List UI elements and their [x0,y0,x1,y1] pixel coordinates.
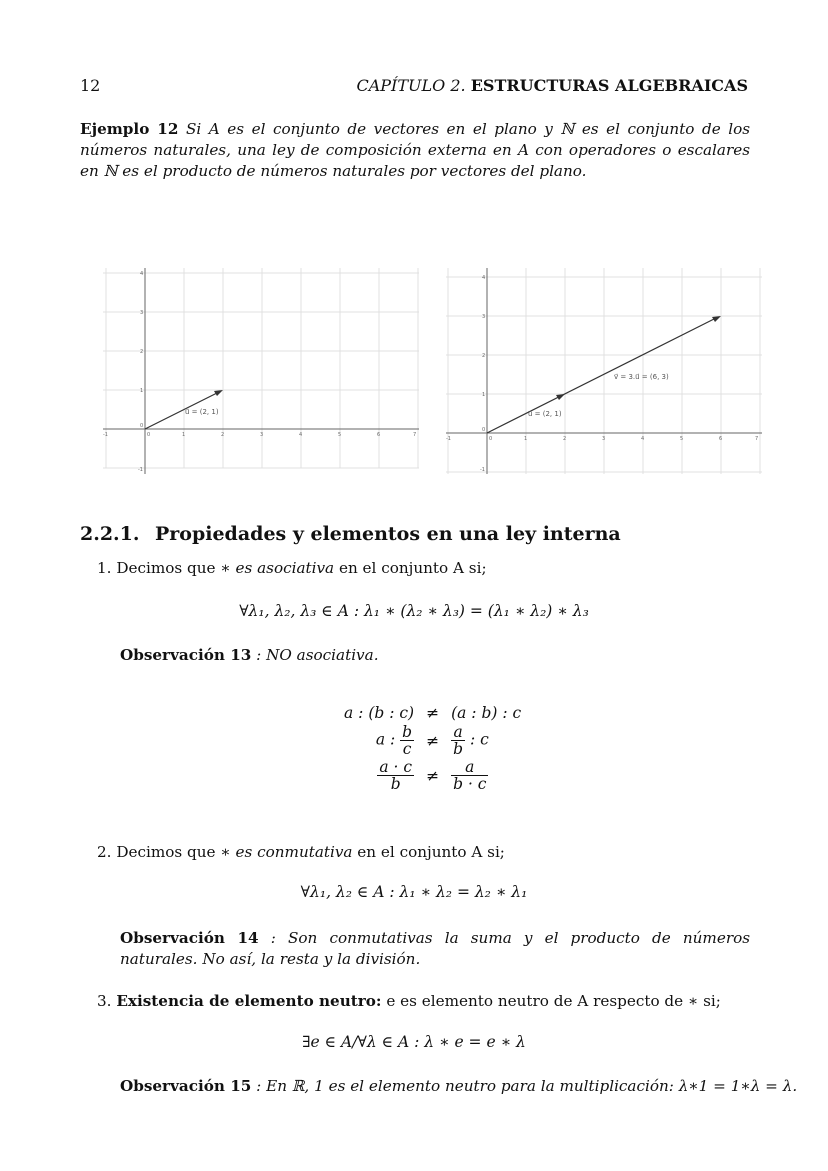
row1-left: a : (b : c) [344,704,415,722]
vector-u-arrowhead [214,390,223,396]
item-number: 3. [97,992,112,1010]
section-number: 2.2.1. [80,523,140,545]
neq: ≠ [426,766,440,785]
y-tick: 2 [482,353,486,359]
y-tick: 3 [140,310,144,316]
list-item-associative [97,559,487,577]
observation-label: Observación 14 [120,929,259,947]
section-title: Propiedades y elementos en una ley interna [155,523,621,545]
row2-right-suffix: : c [469,730,489,749]
x-tick: 1 [524,436,528,442]
chapter-title: ESTRUCTURAS ALGEBRAICAS [470,76,748,95]
y-tick: 2 [140,349,144,355]
x-tick: 5 [338,432,342,438]
denominator: b · c [453,775,487,793]
vector-plot-right [446,268,762,474]
observation-text: : NO asociativa. [256,646,379,664]
formula-associative: ∀λ₁, λ₂, λ₃ ∈ A : λ₁ ∗ (λ₂ ∗ λ₃) = (λ₁ ∗ λ₂) ∗ λ₃ [239,602,589,620]
y-tick: 0 [140,423,144,429]
observation-14 [120,928,750,970]
y-tick: 4 [482,275,486,281]
y-tick: -1 [138,467,143,473]
row3-right [447,758,525,793]
observation-text: : En ℝ, 1 es el elemento neutro para la multiplicación: λ∗1 = 1∗λ = λ. [256,1077,798,1095]
x-tick: 2 [221,432,225,438]
observation-label: Observación 15 [120,1077,252,1095]
vector-v-arrowhead [712,316,721,322]
item-emphasis: es asociativa [235,559,335,577]
item-number: 1. [97,559,112,577]
vector-u-label: u⃗ = (2, 1) [185,408,219,416]
chapter-prefix: CAPÍTULO 2. [356,76,466,95]
item-text: Decimos que ∗ [116,843,236,861]
fraction [451,724,465,757]
x-tick: 3 [260,432,264,438]
x-tick: 2 [563,436,567,442]
numerator: a [451,724,465,741]
row2-left [340,723,418,758]
example-label: Ejemplo 12 [80,120,179,138]
row1-right: (a : b) : c [451,704,522,722]
fraction [451,759,488,792]
item-text: Decimos que ∗ [116,559,236,577]
observation-15 [120,1076,798,1097]
row2-left-prefix: a : [375,730,396,749]
list-item-commutative [97,843,505,861]
y-tick: 0 [482,427,486,433]
x-tick: -1 [103,432,108,438]
page-number: 12 [80,76,101,95]
section-heading [80,523,621,545]
item-text: e es elemento neutro de A respecto de ∗ si; [381,992,721,1010]
x-tick: 6 [377,432,381,438]
numerator: a · c [379,758,413,776]
grid [103,268,419,468]
y-tick: 4 [140,271,144,277]
row3-left [340,758,418,793]
x-tick: 4 [299,432,303,438]
item-bold: Existencia de elemento neutro: [116,992,382,1010]
running-header [356,76,748,95]
formula-commutative: ∀λ₁, λ₂ ∈ A : λ₁ ∗ λ₂ = λ₂ ∗ λ₁ [300,883,528,901]
example-text: Si A es el conjunto de vectores en el plano y ℕ es el conjunto de los números naturales, una ley de composición externa en A con operadores o escalares en ℕ es el producto de números naturales por vectores del plano. [80,120,751,180]
fraction [400,724,414,757]
y-tick: 1 [140,388,144,394]
observation-text: : Son conmutativas la suma y el producto de números naturales. No así, la resta y la división. [120,929,751,968]
denominator: b [453,740,464,758]
observation-13 [120,645,750,666]
formula-neutral-element: ∃e ∈ A/∀λ ∈ A : λ ∗ e = e ∗ λ [302,1033,526,1051]
y-tick: -1 [480,467,485,473]
item-text: en el conjunto A si; [352,843,505,861]
x-tick: 5 [680,436,684,442]
denominator: b [390,775,401,793]
x-tick: 7 [755,436,759,442]
vector-u-arrowhead [556,394,565,400]
y-tick: 3 [482,314,486,320]
non-associativity-table [340,703,525,793]
item-text: en el conjunto A si; [334,559,487,577]
list-item-neutral-element [97,992,721,1010]
x-tick: 6 [719,436,723,442]
denominator: c [402,740,412,758]
row2-right [447,723,525,758]
neq: ≠ [426,731,440,750]
x-tick: 3 [602,436,606,442]
neq: ≠ [426,704,440,722]
vector-plot-left [103,268,419,474]
x-tick: 4 [641,436,645,442]
observation-label: Observación 13 [120,646,252,664]
numerator: b [402,723,413,741]
item-emphasis: es conmutativa [235,843,353,861]
x-tick: 0 [489,436,493,442]
x-tick: 1 [182,432,186,438]
x-tick: 0 [147,432,151,438]
x-tick: -1 [446,436,451,442]
vector-v-label: v⃗ = 3.u⃗ = (6, 3) [614,373,669,381]
item-number: 2. [97,843,112,861]
y-tick: 1 [482,392,486,398]
x-tick: 7 [413,432,417,438]
fraction [377,759,414,792]
numerator: a [451,759,488,776]
example-12 [80,119,750,182]
grid [446,268,762,474]
vector-u-label: u⃗ = (2, 1) [528,410,562,418]
